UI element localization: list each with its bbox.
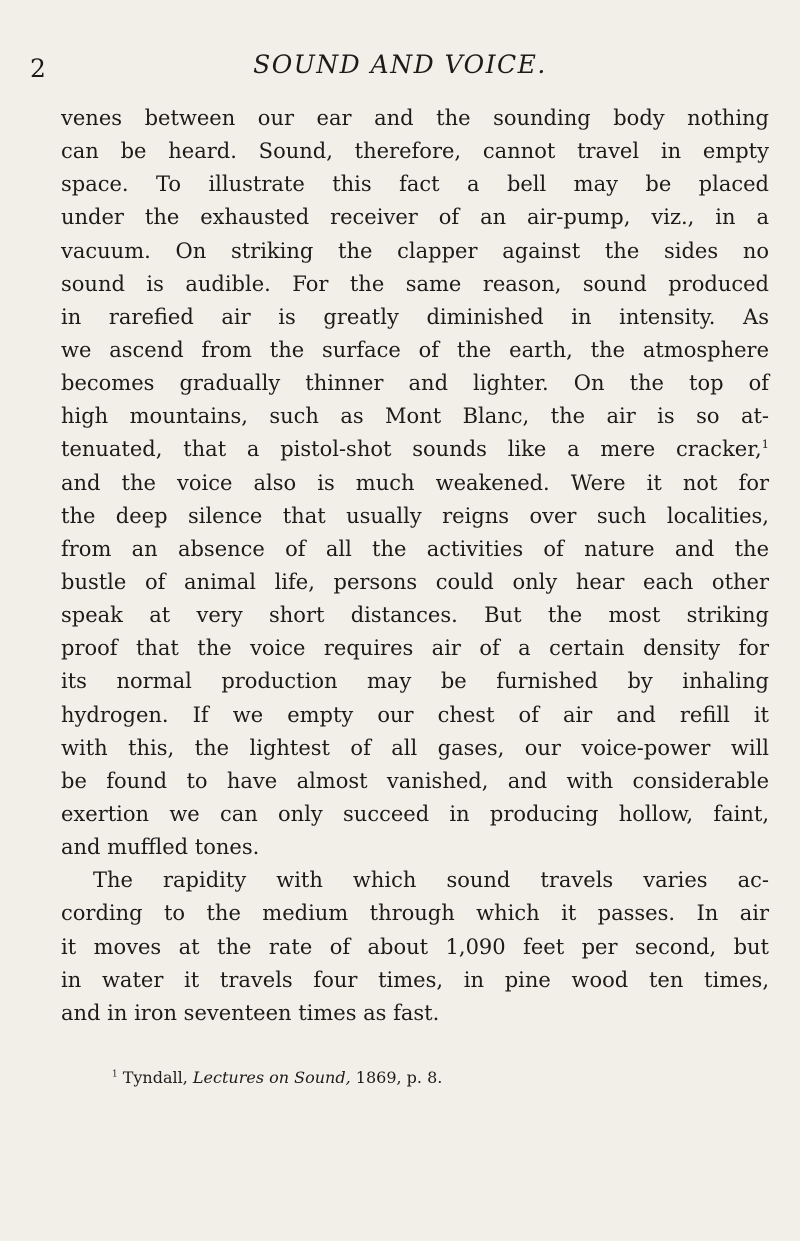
text-line: The rapidity with which sound travels varies ac- xyxy=(93,868,769,893)
text-line: cording to the medium through which it passes. In air xyxy=(61,901,769,926)
text-line: its normal production may be furnished by inhaling xyxy=(61,669,769,694)
text-line: under the exhausted receiver of an air-pump, viz., in a xyxy=(61,205,769,230)
text-line: exertion we can only succeed in producing hollow, faint, xyxy=(61,801,769,826)
text-line: bustle of animal life, persons could only hear each other xyxy=(61,569,769,594)
footnote-marker: 1 xyxy=(112,1069,118,1080)
footnote-reference: 1 xyxy=(761,437,769,452)
text-line: vacuum. On striking the clapper against the sides no xyxy=(61,238,769,263)
text-line: proof that the voice requires air of a certain density for xyxy=(61,636,769,661)
text-line: sound is audible. For the same reason, sound produced xyxy=(61,271,769,296)
text-line-indented xyxy=(61,864,769,897)
paragraph-1 xyxy=(61,102,769,864)
text-line: can be heard. Sound, therefore, cannot travel in empty xyxy=(61,139,769,164)
footnote-title: Lectures on Sound, xyxy=(192,1068,351,1087)
text-line: and in iron seventeen times as fast. xyxy=(61,1000,440,1025)
text-line: with this, the lightest of all gases, our voice-power will xyxy=(61,735,769,760)
text-line: in rarefied air is greatly diminished in intensity. As xyxy=(61,304,769,329)
footnote xyxy=(112,1068,442,1087)
text-line: from an absence of all the activities of nature and the xyxy=(61,536,769,561)
text-line: and muffled tones. xyxy=(61,835,260,860)
text-line: we ascend from the surface of the earth, the atmosphere xyxy=(61,337,769,362)
text-line: high mountains, such as Mont Blanc, the air is so at- xyxy=(61,404,769,429)
text-line: venes between our ear and the sounding body nothing xyxy=(61,106,769,130)
paragraph-2 xyxy=(61,864,769,1030)
text-line: the deep silence that usually reigns over such localities, xyxy=(61,503,769,528)
page-number: 2 xyxy=(30,54,46,83)
text-line: tenuated, that a pistol-shot sounds like a mere cracker, xyxy=(61,437,762,462)
text-line: space. To illustrate this fact a bell may be placed xyxy=(61,172,769,197)
text-line: it moves at the rate of about 1,090 feet per second, but xyxy=(61,934,769,959)
body-text xyxy=(61,102,769,1030)
text-line: in water it travels four times, in pine wood ten times, xyxy=(61,967,769,992)
footnote-author: Tyndall, xyxy=(122,1068,188,1087)
text-line: and the voice also is much weakened. Were it not for xyxy=(61,470,769,495)
text-line: speak at very short distances. But the most striking xyxy=(61,603,769,628)
running-head: SOUND AND VOICE. xyxy=(253,50,547,79)
text-line-with-footnote xyxy=(61,433,769,466)
text-line: hydrogen. If we empty our chest of air and refill it xyxy=(61,702,769,727)
text-line: becomes gradually thinner and lighter. On the top of xyxy=(61,371,769,396)
text-line: be found to have almost vanished, and with considerable xyxy=(61,768,769,793)
page-header xyxy=(30,44,770,88)
footnote-rest: 1869, p. 8. xyxy=(355,1068,443,1087)
